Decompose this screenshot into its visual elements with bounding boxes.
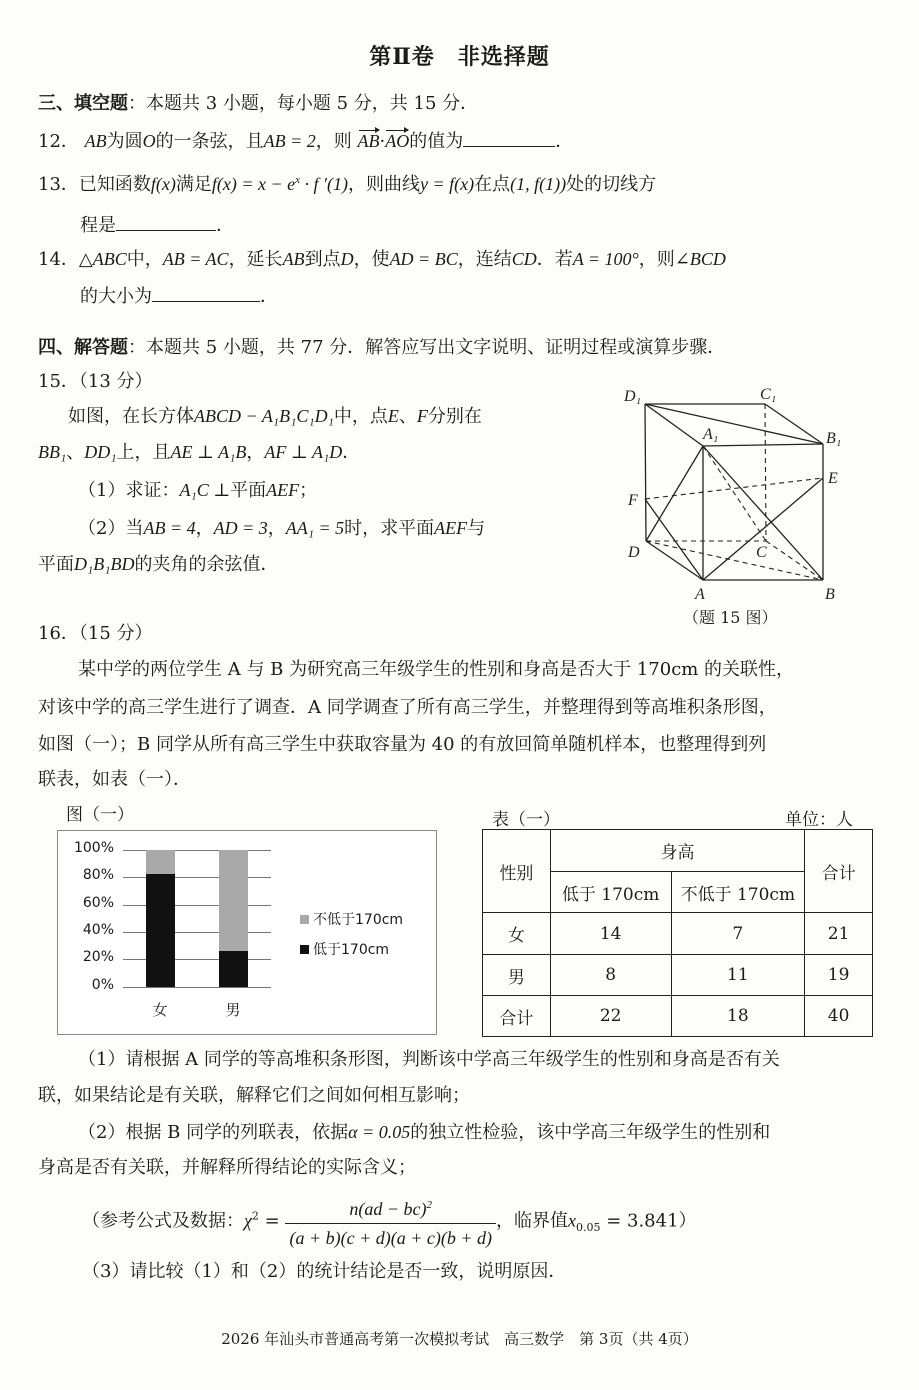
y-tick: 20% — [82, 949, 114, 965]
math: AE ⊥ A₁B — [170, 442, 247, 462]
table-unit: 单位：人 — [785, 810, 853, 830]
text: （参考公式及数据： — [82, 1210, 244, 1232]
math: D₁B₁BD — [74, 554, 135, 574]
vector-ab: AB — [357, 131, 380, 151]
section-4-desc: ：本题共 5 小题，共 77 分．解答应写出文字说明、证明过程或演算步骤． — [128, 337, 726, 358]
table-1-label: 表（一） — [492, 810, 560, 830]
legend-item-tall — [300, 909, 403, 929]
table-row — [483, 996, 873, 1037]
header-total: 合计 — [805, 830, 873, 913]
cell: 14 — [550, 913, 671, 955]
text: ，临界值 — [495, 1210, 568, 1232]
math-eq: AB = 2 — [263, 131, 316, 151]
label-b1: B₁ — [826, 430, 842, 447]
header-not-below-170: 不低于 170cm — [671, 872, 805, 913]
answer-blank[interactable] — [463, 128, 555, 147]
table-row — [483, 913, 873, 955]
table-row — [483, 955, 873, 996]
math: AD = BC — [389, 249, 458, 269]
text: ，使 — [353, 249, 390, 270]
row-label: 女 — [483, 913, 551, 955]
x-label-male: 男 — [225, 1001, 241, 1019]
math-point: (1, f(1)) — [510, 174, 567, 194]
q16-sub-2a — [78, 1120, 770, 1145]
text: 分别在 — [427, 406, 482, 427]
text: 与 — [467, 518, 486, 539]
q16-para-1: 某中学的两位学生 A 与 B 为研究高三年级学生的性别和身高是否大于 170cm 的关联性， — [78, 659, 795, 680]
figure-1-label: 图（一） — [66, 805, 134, 825]
y-tick: 0% — [91, 977, 114, 993]
text: 的值为 — [409, 131, 464, 152]
q16-para-3: 如图（一）；B 同学从所有高三学生中获取容量为 40 的有放回简单随机样本，也整理得到列 — [38, 734, 767, 755]
answer-blank[interactable] — [116, 212, 216, 231]
dot-operator: · — [379, 131, 386, 152]
math: E — [387, 406, 399, 426]
text: 如图，在长方体 — [68, 406, 194, 427]
bar-male — [219, 850, 248, 987]
y-tick: 100% — [73, 840, 114, 856]
label-c1: C₁ — [760, 386, 777, 403]
math: AB = 4 — [143, 518, 196, 538]
figure-caption: （题 15 图） — [683, 608, 778, 627]
y-tick: 40% — [82, 922, 114, 938]
y-tick: 60% — [82, 895, 114, 911]
legend-label: 不低于170cm — [313, 912, 404, 928]
text: = 3.841） — [600, 1210, 697, 1232]
cell: 8 — [550, 955, 671, 996]
text: 上，且 — [116, 442, 171, 463]
vector-ao: AO — [385, 131, 410, 151]
text: ． — [216, 215, 234, 236]
text: = — [258, 1210, 286, 1232]
label-c: C — [756, 544, 767, 561]
text: 平面 — [38, 554, 74, 575]
legend-item-short — [300, 939, 389, 959]
text: 在点 — [474, 174, 511, 195]
text: 、 — [398, 406, 417, 427]
q16-sub-3: （3）请比较（1）和（2）的统计结论是否一致，说明原因． — [82, 1261, 567, 1282]
math: CD — [511, 249, 537, 269]
text: ，则 — [315, 131, 352, 152]
bar-segment-tall — [146, 850, 175, 874]
cell: 40 — [805, 996, 873, 1037]
question-number: 14． — [38, 249, 79, 270]
exponent: x — [295, 174, 301, 186]
cell: 18 — [671, 996, 805, 1037]
label-d: D — [628, 544, 640, 561]
fraction-denominator: (a + b)(c + d)(a + c)(b + d) — [285, 1223, 496, 1250]
text: n(ad − bc) — [349, 1199, 427, 1219]
text: ． — [342, 442, 361, 463]
question-15-part2 — [78, 516, 485, 541]
math-chi: χ — [244, 1210, 252, 1231]
section-3-desc: ：本题共 3 小题，每小题 5 分，共 15 分． — [128, 93, 479, 114]
label-d1: D₁ — [624, 388, 642, 405]
gridline — [123, 987, 271, 988]
text: 的独立性检验，该中学高三年级学生的性别和 — [410, 1122, 771, 1143]
text: 、 — [66, 442, 85, 463]
math-fx: f(x) — [150, 174, 176, 194]
math: DD₁ — [84, 442, 117, 462]
math-ab: AB — [84, 131, 107, 151]
header-height: 身高 — [550, 830, 804, 872]
label-e: E — [828, 470, 838, 487]
math: AA₁ = 5 — [285, 518, 345, 538]
question-13-line2 — [80, 212, 234, 238]
text: 时，求平面 — [344, 518, 435, 539]
text: 的一条弦，且 — [155, 131, 264, 152]
section-3-label: 三、填空题 — [38, 93, 128, 114]
q16-para-2: 对该中学的高三学生进行了调查．A 同学调查了所有高三学生，并整理得到等高堆积条形图， — [38, 697, 777, 718]
question-14 — [38, 247, 726, 272]
text: 的夹角的余弦值． — [134, 554, 279, 575]
contingency-table — [482, 829, 873, 1037]
text: ， — [195, 518, 214, 539]
text: 中，点 — [333, 406, 388, 427]
math: AEF — [266, 480, 300, 500]
question-number: 12． — [38, 131, 79, 152]
label-a: A — [695, 586, 705, 603]
math: ∠BCD — [674, 249, 726, 269]
bar-female — [146, 850, 175, 987]
question-number: 13． — [38, 174, 79, 195]
math-o: O — [142, 131, 156, 151]
text: （2）当 — [78, 518, 144, 539]
legend-swatch-black — [300, 945, 309, 954]
cell: 7 — [671, 913, 805, 955]
header-below-170: 低于 170cm — [550, 872, 671, 913]
answer-blank[interactable] — [152, 283, 260, 302]
math-alpha: α = 0.05 — [348, 1122, 411, 1142]
header-gender: 性别 — [483, 830, 551, 913]
bar-segment-tall — [219, 850, 248, 951]
cell: 22 — [550, 996, 671, 1037]
text: ， — [246, 442, 265, 463]
cell: 21 — [805, 913, 873, 955]
math: ABCD − A₁B₁C₁D₁ — [194, 406, 334, 426]
text: ； — [299, 480, 318, 501]
math-expr: f(x) = x − e — [211, 174, 296, 194]
section-4-header — [38, 336, 725, 360]
question-16-number: 16．（15 分） — [38, 623, 153, 644]
text: ，延长 — [228, 249, 283, 270]
row-label: 合计 — [483, 996, 551, 1037]
fraction-numerator — [285, 1193, 496, 1223]
question-15-part2-cont — [38, 552, 279, 577]
math: AD = 3 — [213, 518, 268, 538]
math: △ABC — [78, 249, 127, 269]
text: 到点 — [304, 249, 341, 270]
superscript: 2 — [251, 1209, 259, 1223]
cuboid-figure — [600, 375, 880, 635]
question-15-line2 — [38, 440, 360, 465]
text: ， — [267, 518, 286, 539]
question-15-part1 — [78, 478, 317, 503]
text: ． — [555, 131, 574, 152]
text: 已知函数 — [78, 174, 151, 195]
label-b: B — [825, 586, 835, 603]
q16-sub-1a: （1）请根据 A 同学的等高堆积条形图，判断该中学高三年级学生的性别和身高是否有关 — [78, 1049, 780, 1070]
section-3-header — [38, 92, 478, 116]
math: AB = AC — [162, 249, 229, 269]
math: A₁C ⊥ — [179, 480, 231, 500]
stacked-bar-chart — [57, 830, 437, 1035]
legend-swatch-gray — [300, 915, 309, 924]
question-13 — [38, 168, 656, 197]
text: 满足 — [175, 174, 212, 195]
math: A = 100° — [572, 249, 639, 269]
page-title: 第Ⅱ卷 非选择题 — [369, 44, 550, 70]
math-x: x — [567, 1210, 576, 1231]
bar-segment-short — [219, 951, 248, 987]
math: D — [340, 249, 354, 269]
page-footer: 2026 年汕头市普通高考第一次模拟考试 高三数学 第 3页（共 4页） — [221, 1330, 698, 1348]
text: ，则 — [638, 249, 675, 270]
math: AF ⊥ A₁D — [264, 442, 343, 462]
math: AB — [282, 249, 305, 269]
math: F — [416, 406, 428, 426]
q16-sub-2b: 身高是否有关联，并解释所得结论的实际含义； — [38, 1157, 416, 1178]
row-label: 男 — [483, 955, 551, 996]
math-expr: · f ′(1) — [300, 174, 348, 194]
q16-sub-1b: 联，如果结论是有关联，解释它们之间如何相互影响； — [38, 1085, 470, 1106]
question-14-line2 — [80, 283, 278, 309]
text: 中， — [126, 249, 163, 270]
text: （1）求证： — [78, 480, 180, 501]
cell: 11 — [671, 955, 805, 996]
text: 程是 — [80, 215, 116, 236]
text: 平面 — [230, 480, 267, 501]
cell: 19 — [805, 955, 873, 996]
math-curve: y = f(x) — [419, 174, 475, 194]
text: 为圆 — [106, 131, 143, 152]
text: ． — [260, 286, 278, 307]
text: 的大小为 — [80, 286, 152, 307]
text: 处的切线方 — [566, 174, 657, 195]
y-tick: 80% — [82, 867, 114, 883]
question-12 — [38, 128, 573, 154]
math: AEF — [434, 518, 468, 538]
label-f: F — [628, 492, 638, 509]
superscript: 2 — [426, 1199, 433, 1211]
x-label-female: 女 — [152, 1001, 168, 1019]
question-15-line1 — [68, 404, 482, 429]
chi-square-fraction — [285, 1193, 496, 1250]
legend-label: 低于170cm — [313, 942, 390, 958]
subscript: 0.05 — [575, 1221, 601, 1235]
text: ，连结 — [457, 249, 512, 270]
text: ．若 — [536, 249, 573, 270]
question-15-number: 15．（13 分） — [38, 371, 153, 392]
text: （2）根据 B 同学的列联表，依据 — [78, 1122, 349, 1143]
q16-para-4: 联表，如表（一）． — [38, 769, 191, 790]
section-4-label: 四、解答题 — [38, 337, 128, 358]
math: BB₁ — [38, 442, 67, 462]
reference-formula — [82, 1193, 697, 1250]
label-a1: A₁ — [703, 426, 719, 443]
bar-segment-short — [146, 874, 175, 987]
text: ，则曲线 — [347, 174, 420, 195]
